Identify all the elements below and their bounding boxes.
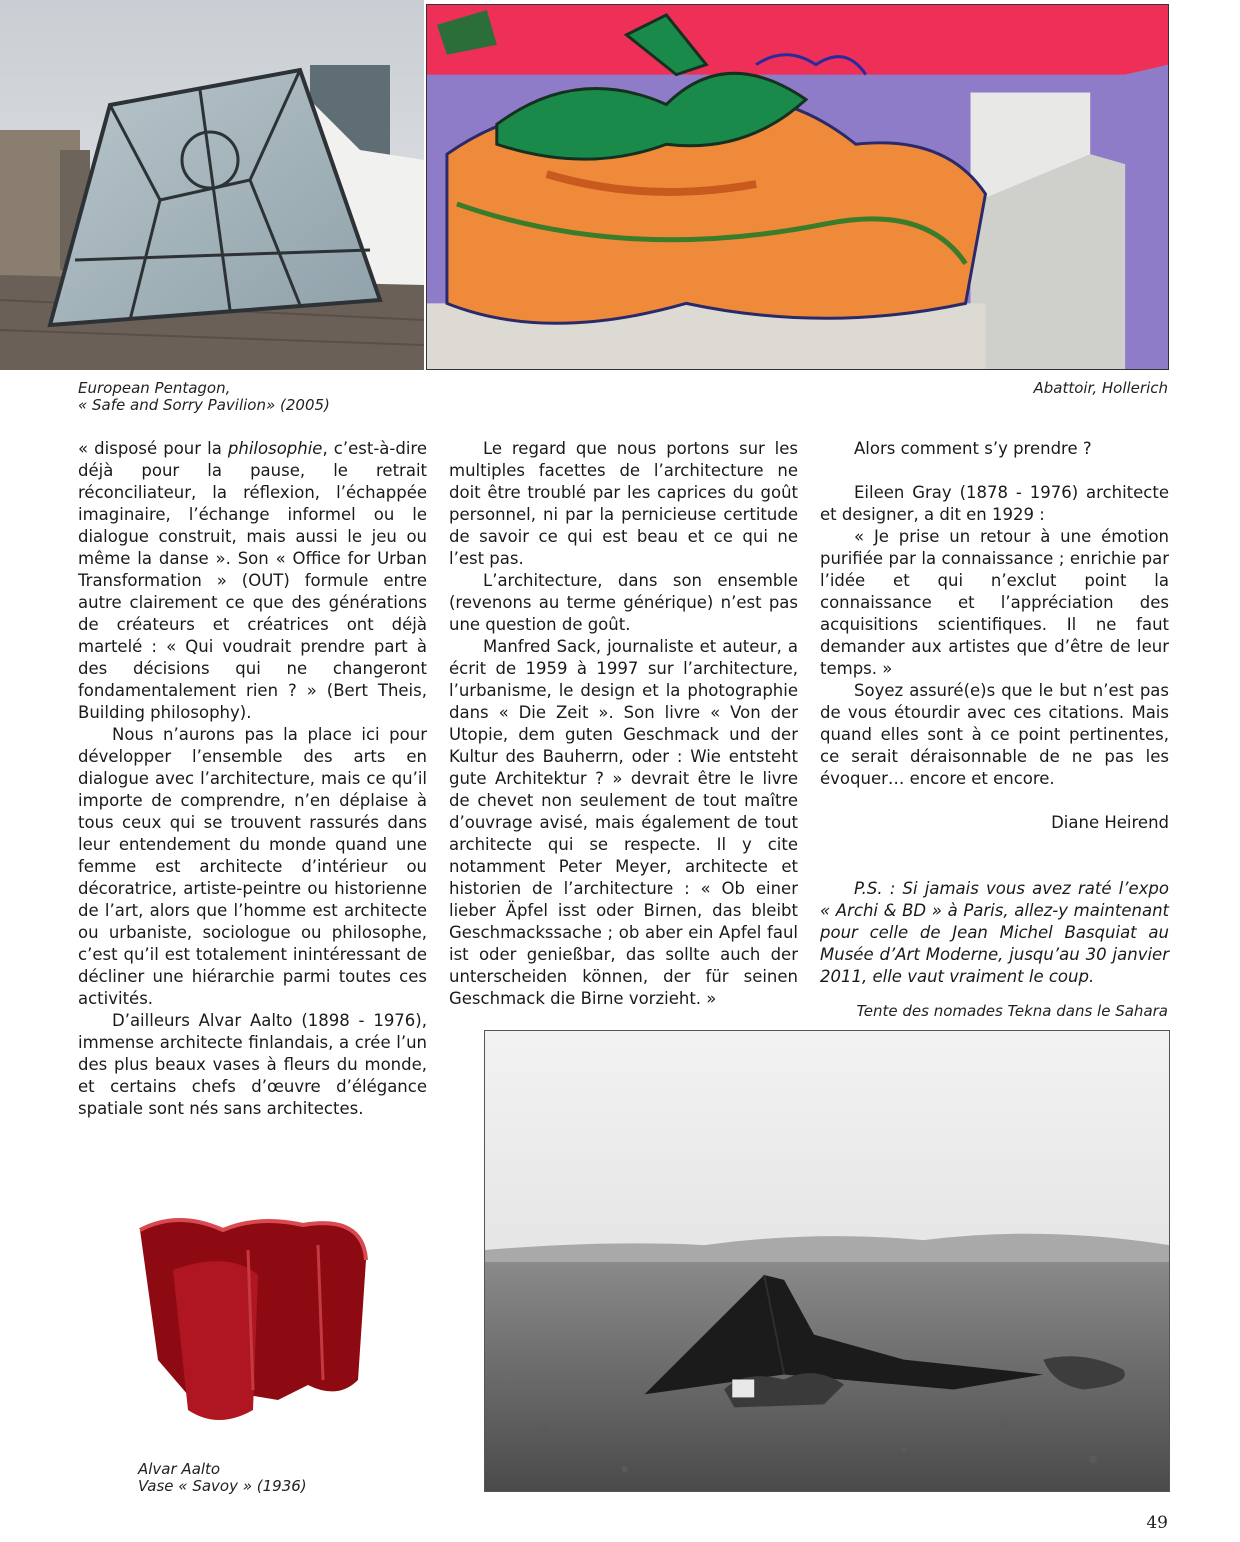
col2-paragraph-3: Manfred Sack, journaliste et auteur, a écrit de 1959 à 1997 sur l’architecture, l’urbanisme, le design et la photographie dans « Die Zeit ». Son livre « Von der Utopie, dem guten Geschmack und der Kultur des Bauherrn, oder : Wie entsteht gute Architektur ? » devrait être le livre de chevet non seulement de tout maître d’ouvrage avisé, mais également de tout architecte qui se respecte. Il y cite notamment Peter Meyer, architecte et historien de l’architecture : « Ob einer lieber Äpfel isst oder Birnen, das bleibt Geschmackssache ; ob aber ein Apfel faul ist oder genießbar, das sollte auch der unterscheiden können, der für seinen Geschmack die Birne vorzieht. » [449,637,798,1008]
col1-paragraph-2: Nous n’aurons pas la place ici pour développer l’ensemble des arts en dialogue avec l’architecture, mais ce qu’il importe de comprendre, n’en déplaise à tous ceux qui se trouvent rassurés dans leur entendement du monde quand une femme est architecte d’intérieur ou décoratrice, artiste-peintre ou historienne de l’art, alors que l’homme est architecte ou urbaniste, sociologue ou philosophe, c’est qu’il est totalement inintéressant de décliner une hiérarchie parmi toutes ces activités. [78,725,427,1008]
tent-caption-text: Tente des nomades Tekna dans le Sahara [856,1002,1168,1020]
postscript: P.S. : Si jamais vous avez raté l’expo « Archi & BD » à Paris, allez-y maintenant pour celle de Jean Michel Basquiat au Musée d’Art Moderne, jusqu’au 30 janvier 2011, elle vaut vraiment le coup. [820,879,1169,986]
vase-caption-line2: Vase « Savoy » (1936) [138,1477,307,1495]
text-column-2 [449,438,798,1010]
col3-paragraph-4: Soyez assuré(e)s que le but n’est pas de vous étourdir avec ces citations. Mais quand elles sont à ce point pertinentes, ce serait déraisonnable de ne pas les évoquer… encore et encore. [820,681,1169,788]
graffiti-wall-photo [426,4,1169,370]
col3-paragraph-2: Eileen Gray (1878 - 1976) architecte et designer, a dit en 1929 : [820,483,1169,524]
vase-caption-line1: Alvar Aalto [138,1460,221,1478]
pentagon-pavilion-photo [0,0,424,370]
col1-paragraph-3: D’ailleurs Alvar Aalto (1898 - 1976), immense architecte finlandais, a crée l’un des plus beaux vases à fleurs du monde, et certains chefs d’œuvre d’élégance spatiale sont nés sans architectes. [78,1011,427,1118]
col1-p1-start: « disposé pour la [78,439,228,458]
col3-quote: « Je prise un retour à une émotion purifiée par la connaissance ; enrichie par l’idée et qui n’exclut point la connaissance et l’appréciation des acquisitions scientifiques. Il ne faut demander aux artistes que d’être de leur temps. » [820,527,1169,678]
col1-p1-emphasis: philosophie [227,439,323,458]
pentagon-caption-line2: « Safe and Sorry Pavilion» (2005) [78,396,330,414]
text-column-3 [820,438,1169,988]
abattoir-caption [1033,380,1168,397]
pentagon-caption-line1: European Pentagon, [78,379,231,397]
nomad-tent-photo [484,1030,1170,1492]
vase-caption [138,1461,307,1495]
col2-paragraph-1: Le regard que nous portons sur les multiples facettes de l’architecture ne doit être troublé par les caprices du goût personnel, ni par la pernicieuse certitude de savoir ce qui est beau et ce qui ne l’est pas. [449,439,798,568]
author-signature: Diane Heirend [1051,813,1169,832]
text-column-1 [78,438,427,1120]
savoy-vase-photo [128,1210,378,1455]
abattoir-caption-text: Abattoir, Hollerich [1033,379,1168,397]
tent-caption [856,1003,1168,1020]
pentagon-caption [78,380,330,414]
col1-paragraph-1 [78,438,427,724]
page-number: 49 [1146,1513,1168,1533]
col2-paragraph-2: L’architecture, dans son ensemble (revenons au terme générique) n’est pas une question de goût. [449,571,798,634]
col1-p1-end: , c’est-à-dire déjà pour la pause, le retrait réconciliateur, la réflexion, l’échappée imaginaire, l’échange informel ou le dialogue construit, mais aussi le jeu ou même la danse ». Son « Office for Urban Transformation » (OUT) formule entre autre clairement ce que des générations de créateurs et créatrices ont déjà martelé : « Qui voudrait prendre part à des décisions qui ne changeront fondamentalement rien ? » (Bert Theis, Building philosophy). [78,439,427,722]
col3-paragraph-1: Alors comment s’y prendre ? [854,439,1092,458]
